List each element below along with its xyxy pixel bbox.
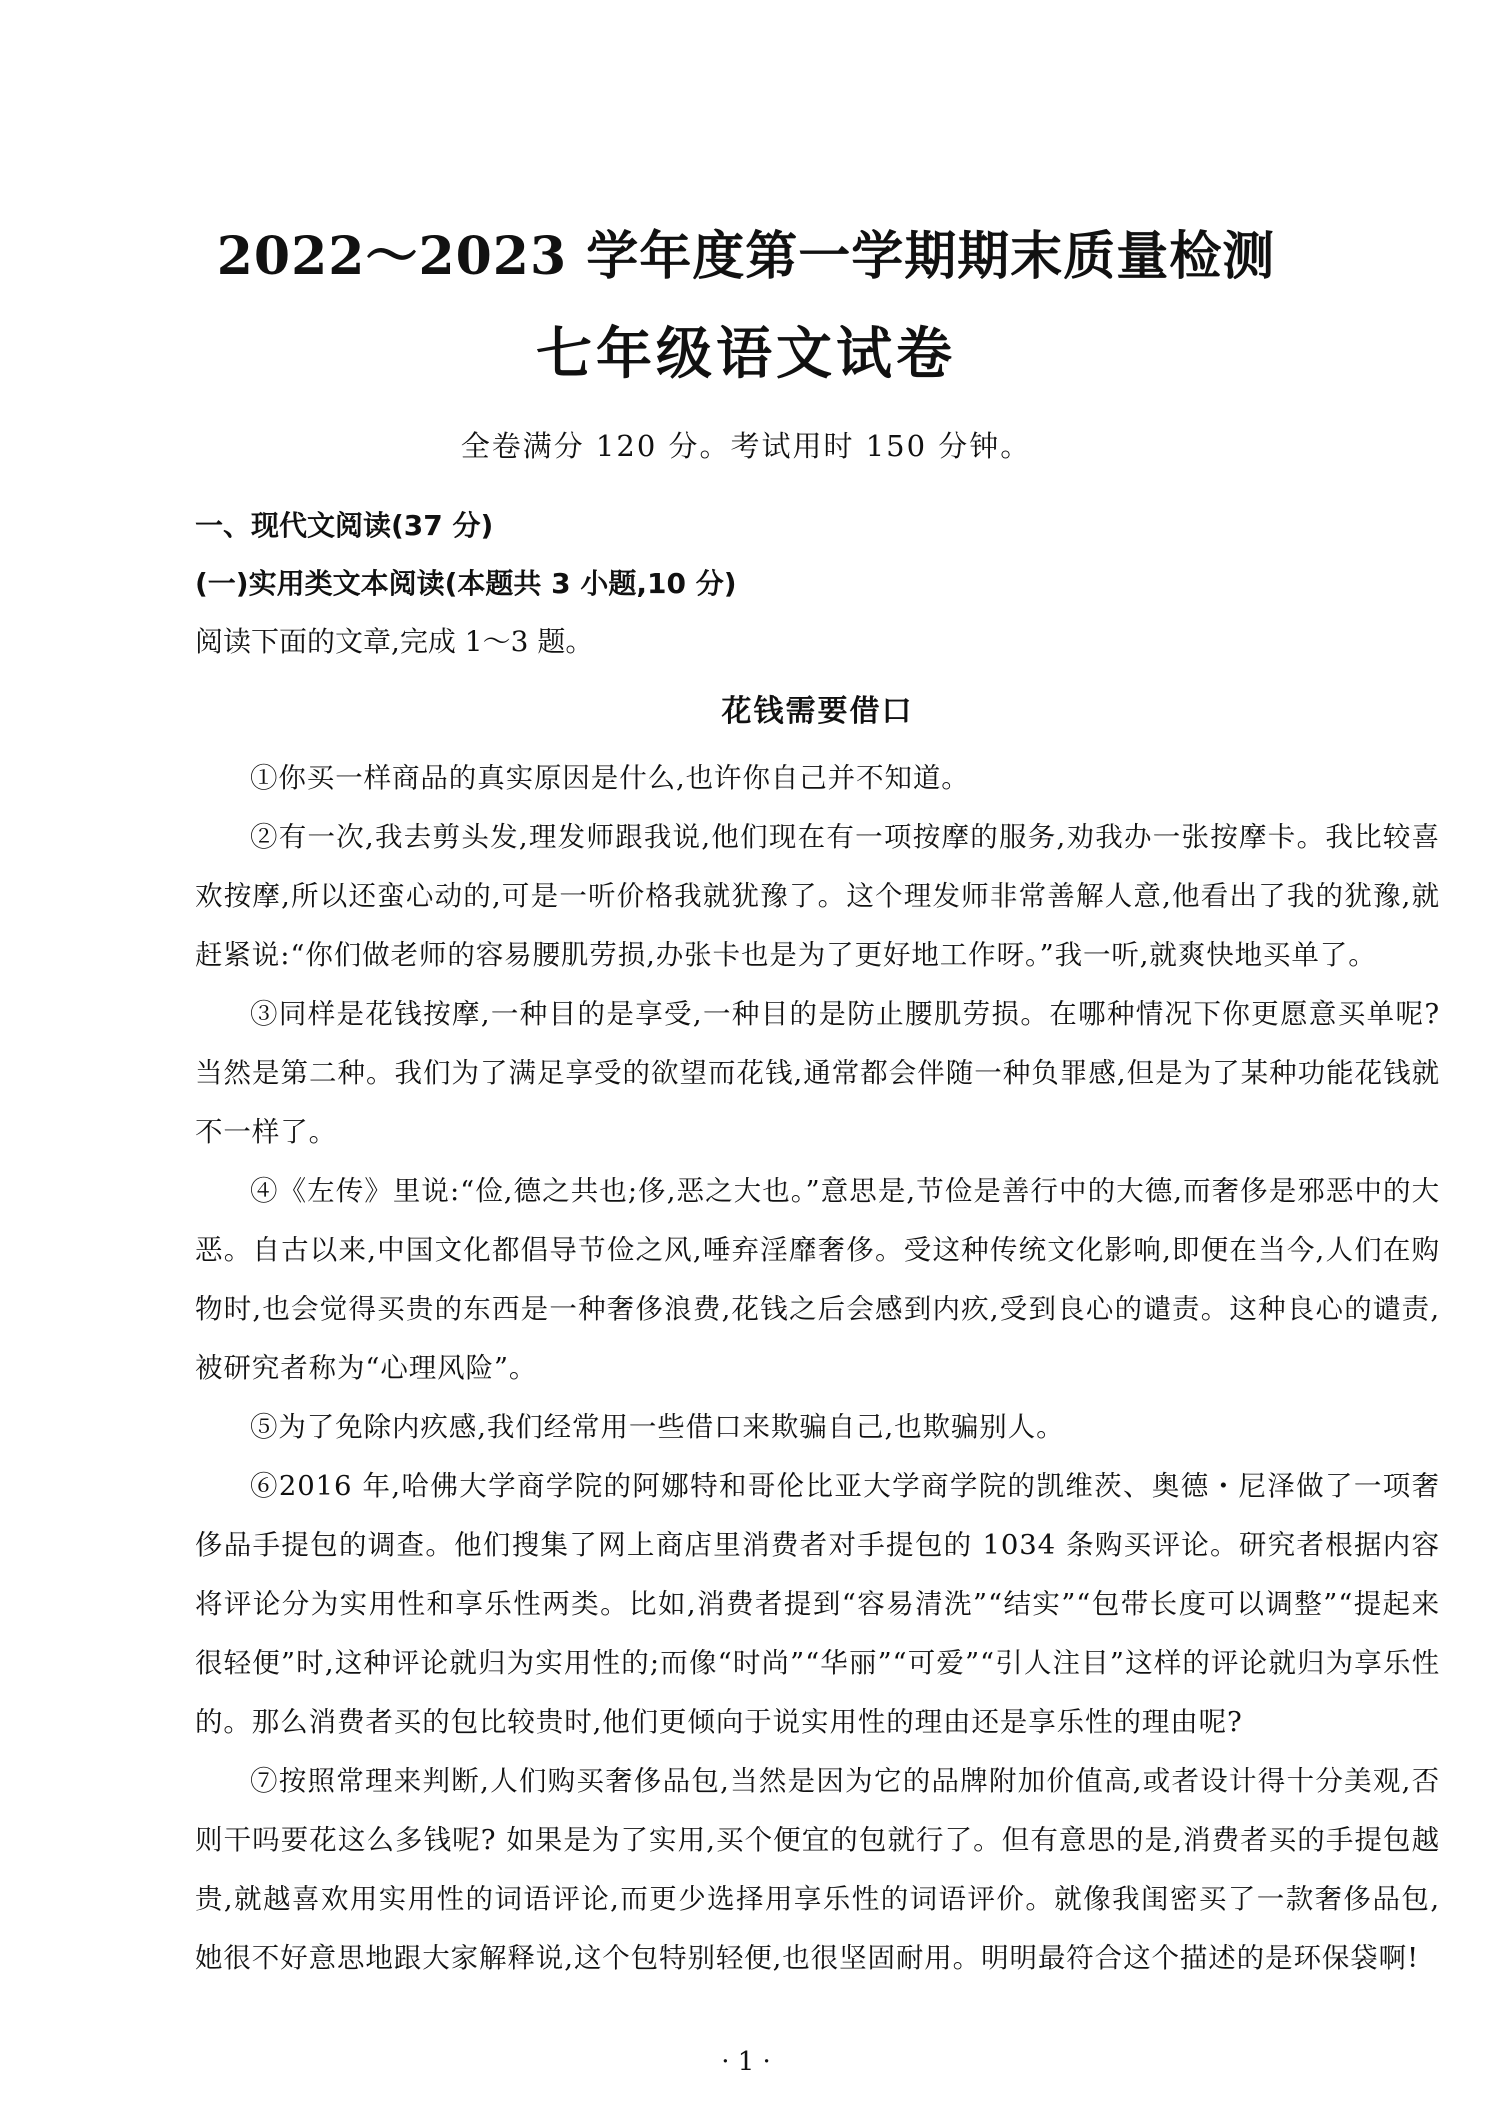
exam-title: 2022～2023 学年度第一学期期末质量检测 bbox=[216, 226, 1276, 287]
article-paragraph-7: ⑦按照常理来判断,人们购买奢侈品包,当然是因为它的品牌附加价值高,或者设计得十分美观,否则干吗要花这么多钱呢? 如果是为了实用,买个便宜的包就行了。但有意思的是,消费者买的手提包越贵,就越喜欢用实用性的词语评论,而更少选择用享乐性的词语评价。就像我闺密买了一款奢侈品包,她很不好意思地跟大家解释说,这个包特别轻便,也很坚固耐用。明明最符合这个描述的是环保袋啊! bbox=[195, 1765, 1440, 1974]
exam-content bbox=[195, 497, 1440, 1988]
article-paragraph-1: ①你买一样商品的真实原因是什么,也许你自己并不知道。 bbox=[250, 762, 970, 794]
article-paragraph-4: ④《左传》里说:“俭,德之共也;侈,恶之大也。”意思是,节俭是善行中的大德,而奢侈是邪恶中的大恶。自古以来,中国文化都倡导节俭之风,唾弃淫靡奢侈。受这种传统文化影响,即便在当今,人们在购物时,也会觉得买贵的东西是一种奢侈浪费,花钱之后会感到内疚,受到良心的谴责。这种良心的谴责,被研究者称为“心理风险”。 bbox=[195, 1175, 1440, 1384]
article-paragraph-5: ⑤为了免除内疚感,我们经常用一些借口来欺骗自己,也欺骗别人。 bbox=[250, 1411, 1065, 1443]
page-number: · 1 · bbox=[721, 2047, 771, 2077]
exam-subtitle: 七年级语文试卷 bbox=[536, 321, 956, 387]
article-body bbox=[195, 749, 1440, 1988]
article-paragraph-6: ⑥2016 年,哈佛大学商学院的阿娜特和哥伦比亚大学商学院的凯维茨、奥德・尼泽做了一项奢侈品手提包的调查。他们搜集了网上商店里消费者对手提包的 1034 条购买评论。研究者根据内容将评论分为实用性和享乐性两类。比如,消费者提到“容易清洗”“结实”“包带长度可以调整”“提起来很轻便”时,这种评论就归为实用性的;而像“时尚”“华丽”“可爱”“引人注目”这样的评论就归为享乐性的。那么消费者买的包比较贵时,他们更倾向于说实用性的理由还是享乐性的理由呢? bbox=[195, 1470, 1440, 1738]
article-paragraph-3: ③同样是花钱按摩,一种目的是享受,一种目的是防止腰肌劳损。在哪种情况下你更愿意买单呢? 当然是第二种。我们为了满足享受的欲望而花钱,通常都会伴随一种负罪感,但是为了某种功能花钱就不一样了。 bbox=[195, 998, 1440, 1148]
subsection-heading: (一)实用类文本阅读(本题共 3 小题,10 分) bbox=[195, 567, 737, 600]
exam-note: 全卷满分 120 分。考试用时 150 分钟。 bbox=[460, 429, 1032, 463]
reading-instruction: 阅读下面的文章,完成 1～3 题。 bbox=[195, 625, 594, 658]
section-heading: 一、现代文阅读(37 分) bbox=[195, 509, 494, 542]
article-title: 花钱需要借口 bbox=[721, 694, 914, 729]
article-paragraph-2: ②有一次,我去剪头发,理发师跟我说,他们现在有一项按摩的服务,劝我办一张按摩卡。我比较喜欢按摩,所以还蛮心动的,可是一听价格我就犹豫了。这个理发师非常善解人意,他看出了我的犹豫,就赶紧说:“你们做老师的容易腰肌劳损,办张卡也是为了更好地工作呀。”我一听,就爽快地买单了。 bbox=[195, 821, 1440, 971]
